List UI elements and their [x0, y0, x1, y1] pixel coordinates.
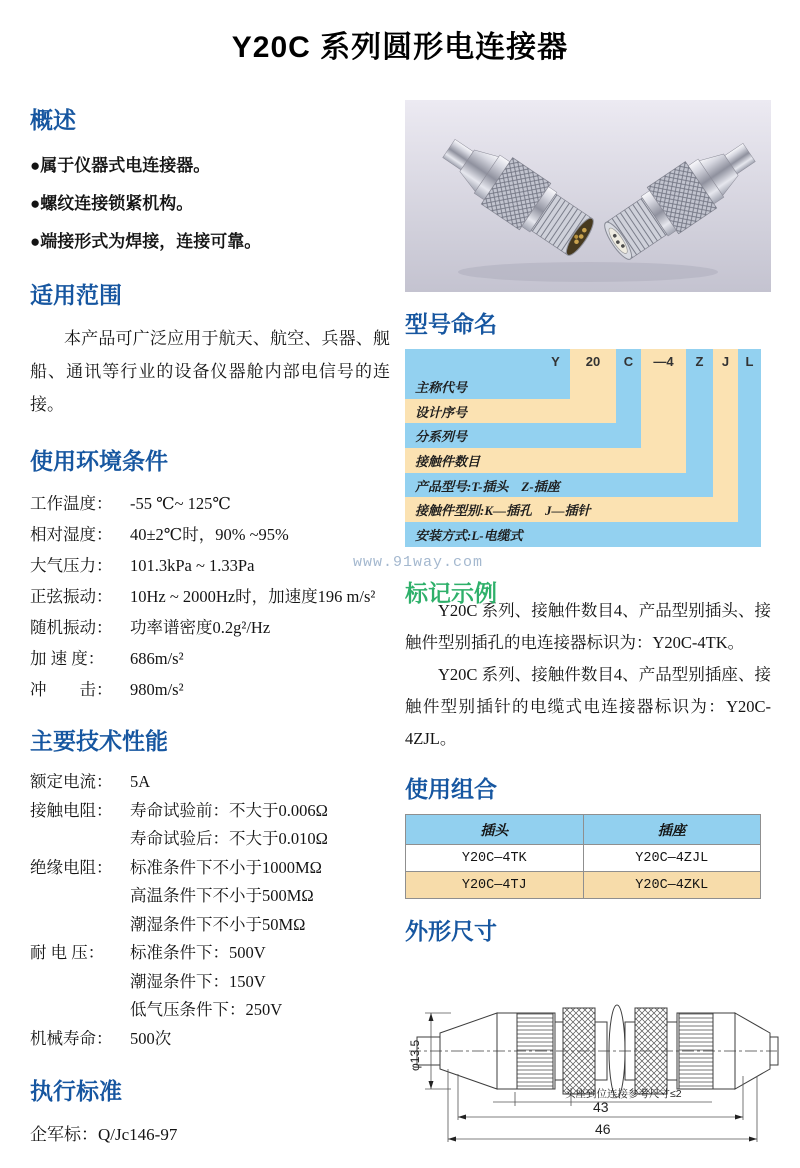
spec-row	[30, 643, 390, 674]
spec-value: 寿命试验后：不大于0.010Ω	[130, 829, 328, 848]
spec-label	[30, 911, 130, 940]
outline-heading: 外形尺寸	[405, 918, 497, 944]
spec-value: 980m/s²	[130, 680, 184, 699]
overview-heading: 概述	[30, 107, 76, 133]
spec-value: 标准条件下：500V	[130, 943, 266, 962]
spec-label: 大气压力：	[30, 556, 113, 575]
mating-note: 头座到位连接参考尺寸≤2	[565, 1088, 682, 1100]
spec-row	[30, 488, 390, 519]
spec-value: 101.3kPa ~ 1.33Pa	[130, 556, 255, 575]
naming-col-strip-L	[738, 349, 761, 547]
spec-row	[30, 854, 390, 883]
spec-row	[30, 674, 390, 705]
spec-value: 潮湿条件下不小于50MΩ	[130, 914, 306, 934]
table-row	[406, 872, 761, 899]
spec-label	[30, 825, 130, 854]
spec-label: 相对湿度：	[30, 525, 113, 544]
naming-code: 20	[585, 354, 601, 369]
bullet-item: ●螺纹连接锁紧机构。	[30, 194, 194, 213]
spec-label	[30, 882, 130, 911]
dim-43-label: 43	[593, 1099, 609, 1115]
bullet-item: ●属于仪器式电连接器。	[30, 156, 211, 175]
spec-label: 额定电流：	[30, 772, 113, 791]
spec-row	[30, 581, 390, 612]
spec-row	[30, 768, 390, 797]
table-cell: Y20C—4TJ	[406, 872, 584, 899]
spec-value: 高温条件下不小于500MΩ	[130, 886, 314, 905]
watermark-text: www.91way.com	[353, 554, 484, 571]
connector-outline	[409, 1005, 778, 1097]
spec-label: 工作温度：	[30, 494, 113, 513]
spec-label: 加 速 度：	[30, 649, 105, 668]
spec-value: 40±2℃时，90% ~95%	[130, 525, 289, 544]
scope-heading: 适用范围	[30, 282, 122, 308]
spec-label	[30, 996, 130, 1025]
spec-value: 潮湿条件下：150V	[130, 971, 266, 991]
spec-row	[30, 911, 390, 940]
dim-46-label: 46	[595, 1121, 611, 1137]
column-header: 插座	[583, 815, 761, 845]
page-title: Y20C 系列圆形电连接器	[231, 31, 569, 64]
spec-row	[30, 996, 390, 1025]
spec-label: 随机振动：	[30, 618, 113, 637]
spec-row	[30, 550, 390, 581]
naming-row-bar: 主称代号	[405, 374, 570, 399]
naming-row-bar: 安装方式:L-电缆式	[405, 522, 761, 547]
bullet-item: ●端接形式为焊接，连接可靠。	[30, 232, 262, 251]
spec-value: 低气压条件下：250V	[130, 1000, 283, 1019]
column-header: 插头	[406, 815, 584, 845]
naming-row-bar: 分系列号	[405, 423, 641, 448]
naming-heading: 型号命名	[405, 311, 497, 337]
spec-label: 正弦振动：	[30, 587, 113, 606]
marking-paragraph: Y20C 系列、接触件数目4、产品型别插头、接触件型别插孔的电连接器标识为：Y20C-4TK。	[405, 601, 771, 652]
naming-row-bar: 设计序号	[405, 399, 616, 423]
spec-value: 5A	[130, 772, 151, 791]
combination-heading: 使用组合	[405, 776, 497, 802]
spec-label: 耐 电 压：	[30, 943, 105, 962]
table-cell: Y20C—4TK	[406, 845, 584, 872]
spec-label	[30, 968, 130, 997]
environment-heading: 使用环境条件	[30, 448, 168, 474]
naming-row-bar: 接触件数目	[405, 448, 686, 473]
spec-value: 500次	[130, 1028, 172, 1048]
spec-value: 寿命试验前：不大于0.006Ω	[130, 800, 328, 820]
spec-row	[30, 825, 390, 854]
spec-value: 标准条件下不小于1000MΩ	[130, 857, 322, 877]
performance-heading: 主要技术性能	[30, 728, 168, 754]
product-photo	[405, 100, 771, 292]
environment-list	[30, 488, 390, 705]
spec-label: 接触电阻：	[30, 800, 113, 820]
outline-drawing	[405, 956, 780, 1168]
table-header-row	[406, 815, 761, 845]
spec-label: 机械寿命：	[30, 1028, 113, 1048]
spec-value: -55 ℃~ 125℃	[130, 494, 231, 513]
naming-code: Z	[695, 354, 704, 369]
marking-header	[353, 554, 771, 606]
standard-heading: 执行标准	[30, 1078, 122, 1104]
overview-bullets	[30, 147, 390, 261]
spec-value: 功率谱密度0.2g²/Hz	[130, 618, 271, 637]
combination-table	[405, 814, 761, 899]
table-cell: Y20C—4ZJL	[583, 845, 761, 872]
scope-text: 本产品可广泛应用于航天、航空、兵器、舰船、通讯等行业的设备仪器舱内部电信号的连接。	[30, 329, 390, 414]
spec-row	[30, 797, 390, 826]
spec-row	[30, 968, 390, 997]
spec-label: 绝缘电阻：	[30, 857, 113, 877]
spec-label: 冲 击：	[30, 680, 113, 699]
naming-row-bar: 接触件型别:K—插孔 J—插针	[405, 497, 738, 522]
right-column	[353, 100, 771, 1168]
performance-list	[30, 768, 390, 1053]
marking-paragraph: Y20C 系列、接触件数目4、产品型别插座、接触件型别插针的电缆式电连接器标识为：Y20C-4ZJL。	[405, 665, 771, 748]
diameter-label: φ13.5	[408, 1039, 422, 1071]
spec-row	[30, 882, 390, 911]
marking-heading: 标记示例	[405, 580, 497, 606]
naming-code: —4	[653, 354, 674, 369]
photo-shadow	[458, 262, 718, 282]
spec-row	[30, 1025, 390, 1054]
standard-text: 企军标：Q/Jc146-97	[30, 1125, 178, 1144]
naming-code: J	[721, 354, 730, 369]
naming-code: Y	[551, 354, 560, 369]
naming-code: L	[745, 354, 754, 369]
spec-row	[30, 519, 390, 550]
table-row	[406, 845, 761, 872]
naming-row-bar: 产品型号:T-插头 Z-插座	[405, 473, 713, 497]
naming-diagram	[405, 349, 761, 547]
naming-header-block	[405, 349, 541, 374]
table-cell: Y20C—4ZKL	[583, 872, 761, 899]
left-column	[30, 86, 390, 1151]
spec-value: 686m/s²	[130, 649, 184, 668]
naming-code: C	[623, 354, 634, 369]
spec-value: 10Hz ~ 2000Hz时，加速度196 m/s²	[130, 587, 376, 606]
spec-row	[30, 612, 390, 643]
spec-row	[30, 939, 390, 968]
